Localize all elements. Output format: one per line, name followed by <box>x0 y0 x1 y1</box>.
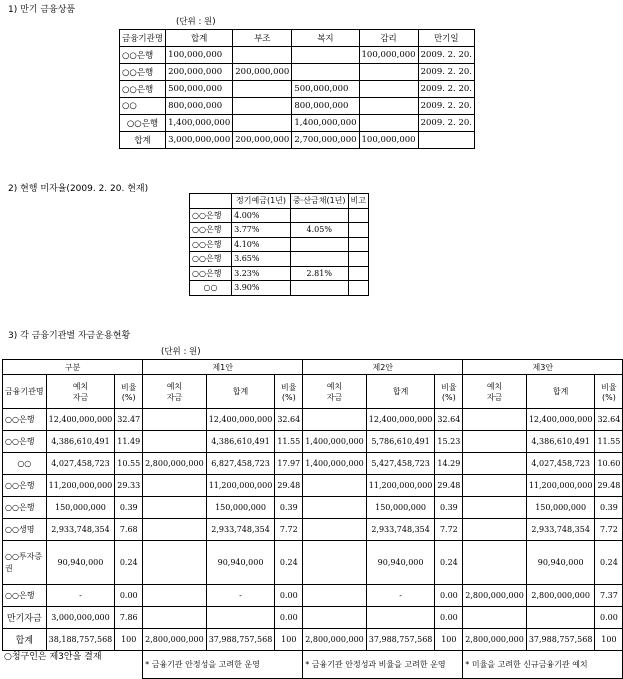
deposit-cell <box>143 497 207 519</box>
table-row <box>120 64 475 81</box>
ratio-cell: 11.55 <box>595 431 623 453</box>
bank-name-cell: ○○은행 <box>190 223 232 238</box>
header-cell: 합계 <box>166 30 233 47</box>
deposit-cell <box>143 475 207 497</box>
table-row <box>190 237 369 252</box>
ratio-cell: 0.00 <box>115 585 143 607</box>
group-header-cell: 제2안 <box>303 360 463 375</box>
ratio-cell: 0.00 <box>275 607 303 629</box>
deposit-cell <box>303 475 367 497</box>
ratio-cell: 0.24 <box>115 541 143 585</box>
value-cell: 1,400,000,000 <box>292 115 359 132</box>
bank-name-cell: ○○투자증권 <box>3 541 47 585</box>
header-cell: 복지 <box>292 30 359 47</box>
ratio-cell: 32.47 <box>115 409 143 431</box>
value-cell: 3,000,000,000 <box>166 132 233 149</box>
deposit-cell <box>303 607 367 629</box>
rate-cell: 4.00% <box>232 208 291 223</box>
total-label-cell: 합계 <box>3 629 47 651</box>
ratio-cell: 0.24 <box>275 541 303 585</box>
deposit-cell <box>143 519 207 541</box>
ratio-cell: 100 <box>115 629 143 651</box>
deposit-cell: 12,400,000,000 <box>46 409 115 431</box>
bank-name-cell: ○○은행 <box>120 115 166 132</box>
remark-cell <box>348 237 368 252</box>
ratio-cell: 32.64 <box>435 409 463 431</box>
sum-cell: 37,988,757,568 <box>206 629 275 651</box>
sum-cell: 2,933,748,354 <box>526 519 595 541</box>
deposit-cell: 1,400,000,000 <box>303 453 367 475</box>
rate-cell: 3.65% <box>232 252 291 267</box>
deposit-cell <box>143 409 207 431</box>
plan2-note: * 금융기관 안정성과 비율을 고려한 운영 <box>303 651 463 679</box>
sum-cell: 90,940,000 <box>526 541 595 585</box>
value-cell <box>292 64 359 81</box>
bank-name-cell: ○○생명 <box>3 519 47 541</box>
deposit-cell: 2,800,000,000 <box>143 629 207 651</box>
sum-cell: 12,400,000,000 <box>366 409 435 431</box>
value-cell <box>359 98 418 115</box>
sub-header-cell: 예치 자금 <box>46 375 115 409</box>
section2-title: 2) 현행 미자율(2009. 2. 20. 현재) <box>8 184 149 194</box>
rate-cell: 4.05% <box>291 223 349 238</box>
bank-name-cell: ○○은행 <box>190 237 232 252</box>
group-header-cell: 제3안 <box>463 360 623 375</box>
date-cell: 2009. 2. 20. <box>418 64 474 81</box>
bank-name-cell: ○○은행 <box>3 431 47 453</box>
table-row <box>3 519 623 541</box>
remark-cell <box>348 223 368 238</box>
bank-name-cell: ○○ <box>3 453 47 475</box>
bank-name-cell: ○○은행 <box>120 64 166 81</box>
total-row <box>120 132 475 149</box>
table-row <box>120 47 475 64</box>
rate-cell: 3.77% <box>232 223 291 238</box>
total-row <box>3 629 623 651</box>
sum-cell: 37,988,757,568 <box>366 629 435 651</box>
sum-cell: 12,400,000,000 <box>526 409 595 431</box>
deposit-cell: 2,800,000,000 <box>143 453 207 475</box>
sub-header-cell: 비율 (%) <box>595 375 623 409</box>
rate-cell: 3.90% <box>232 281 291 296</box>
ratio-cell: 10.60 <box>595 453 623 475</box>
sub-header-cell: 비율 (%) <box>115 375 143 409</box>
value-cell: 500,000,000 <box>292 81 359 98</box>
deposit-cell: - <box>46 585 115 607</box>
deposit-cell <box>143 585 207 607</box>
sub-header-cell: 합계 <box>366 375 435 409</box>
sum-cell: 90,940,000 <box>366 541 435 585</box>
table-row <box>3 431 623 453</box>
bank-name-cell: ○○ <box>120 98 166 115</box>
value-cell <box>292 47 359 64</box>
ratio-cell: 7.86 <box>115 607 143 629</box>
bank-name-cell: ○○은행 <box>3 585 47 607</box>
sum-cell <box>366 607 435 629</box>
remark-cell <box>348 252 368 267</box>
section3-unit: (단위 : 원) <box>161 347 201 357</box>
date-cell: 2009. 2. 20. <box>418 47 474 64</box>
interest-rate-table <box>189 193 369 296</box>
rate-cell <box>291 208 349 223</box>
deposit-cell <box>143 431 207 453</box>
ratio-cell: 15.23 <box>435 431 463 453</box>
value-cell <box>359 64 418 81</box>
remark-cell <box>348 281 368 296</box>
ratio-cell: 100 <box>435 629 463 651</box>
sum-cell: - <box>366 585 435 607</box>
sub-header-cell: 예치 자금 <box>463 375 527 409</box>
total-label-cell: 합계 <box>120 132 166 149</box>
value-cell <box>233 98 292 115</box>
conclusion-text: ○청구인은 제3안을 결재 <box>4 652 102 662</box>
ratio-cell: 29.33 <box>115 475 143 497</box>
sum-cell: 4,386,610,491 <box>526 431 595 453</box>
value-cell: 100,000,000 <box>166 47 233 64</box>
ratio-cell: 0.00 <box>435 585 463 607</box>
section3-title: 3) 각 금융기관별 자금운용현황 <box>8 331 131 341</box>
rate-cell: 3.23% <box>232 266 291 281</box>
table-row <box>190 252 369 267</box>
ratio-cell: 7.72 <box>595 519 623 541</box>
deposit-cell <box>463 475 527 497</box>
bank-name-cell: 만기자금 <box>3 607 47 629</box>
value-cell <box>233 47 292 64</box>
deposit-cell <box>463 541 527 585</box>
deposit-cell <box>463 607 527 629</box>
ratio-cell: 11.55 <box>275 431 303 453</box>
ratio-cell: 7.37 <box>595 585 623 607</box>
deposit-cell: 3,000,000,000 <box>46 607 115 629</box>
sub-header-cell: 예치 자금 <box>303 375 367 409</box>
deposit-cell: 90,940,000 <box>46 541 115 585</box>
sum-cell: 2,933,748,354 <box>206 519 275 541</box>
table-row <box>190 208 369 223</box>
deposit-cell <box>463 497 527 519</box>
rate-cell: 2.81% <box>291 266 349 281</box>
bank-name-cell: ○○은행 <box>190 252 232 267</box>
value-cell <box>233 115 292 132</box>
table-header-row <box>190 194 369 209</box>
bank-name-cell: ○○은행 <box>3 475 47 497</box>
sum-cell <box>526 607 595 629</box>
date-cell: 2009. 2. 20. <box>418 98 474 115</box>
ratio-cell: 32.64 <box>595 409 623 431</box>
value-cell: 800,000,000 <box>292 98 359 115</box>
ratio-cell: 0.24 <box>595 541 623 585</box>
rate-cell: 4.10% <box>232 237 291 252</box>
header-cell <box>190 194 232 209</box>
deposit-cell <box>303 409 367 431</box>
deposit-cell <box>303 585 367 607</box>
sum-cell: 37,988,757,568 <box>526 629 595 651</box>
table-row <box>120 98 475 115</box>
value-cell <box>233 81 292 98</box>
bank-name-cell: ○○은행 <box>120 81 166 98</box>
table-row <box>190 223 369 238</box>
table-row <box>3 607 623 629</box>
table-row <box>3 453 623 475</box>
header-cell: 비고 <box>348 194 368 209</box>
ratio-cell: 29.48 <box>595 475 623 497</box>
sum-cell <box>206 607 275 629</box>
sum-cell: 150,000,000 <box>366 497 435 519</box>
sum-cell: 150,000,000 <box>206 497 275 519</box>
sum-cell: 5,786,610,491 <box>366 431 435 453</box>
sum-cell: 12,400,000,000 <box>206 409 275 431</box>
deposit-cell: 4,386,610,491 <box>46 431 115 453</box>
ratio-cell: 29.48 <box>435 475 463 497</box>
deposit-cell: 4,027,458,723 <box>46 453 115 475</box>
remark-cell <box>348 208 368 223</box>
rate-cell <box>291 237 349 252</box>
ratio-cell: 29.48 <box>275 475 303 497</box>
rate-cell <box>291 281 349 296</box>
date-cell: 2009. 2. 20. <box>418 81 474 98</box>
table-row <box>190 266 369 281</box>
value-cell: 500,000,000 <box>166 81 233 98</box>
sub-header-cell: 금융기관명 <box>3 375 47 409</box>
table-row <box>3 541 623 585</box>
deposit-cell: 2,800,000,000 <box>303 629 367 651</box>
table-row <box>3 585 623 607</box>
group-header-cell: 제1안 <box>143 360 303 375</box>
ratio-cell: 100 <box>595 629 623 651</box>
sub-header-cell: 예치 자금 <box>143 375 207 409</box>
deposit-cell: 2,933,748,354 <box>46 519 115 541</box>
sum-cell: 4,386,610,491 <box>206 431 275 453</box>
deposit-cell: 38,188,757,568 <box>46 629 115 651</box>
header-cell: 정기예금(1년) <box>232 194 291 209</box>
ratio-cell: 0.39 <box>435 497 463 519</box>
value-cell: 200,000,000 <box>233 64 292 81</box>
fund-management-table <box>2 359 623 679</box>
sum-cell: 11,200,000,000 <box>366 475 435 497</box>
table-header-row <box>120 30 475 47</box>
section1-unit: (단위 : 원) <box>176 17 216 27</box>
deposit-cell <box>303 519 367 541</box>
group-header-row <box>3 360 623 375</box>
section1-title: 1) 만기 금융상품 <box>8 5 76 15</box>
header-cell: 중·산금채(1년) <box>291 194 349 209</box>
ratio-cell: 11.49 <box>115 431 143 453</box>
table-row <box>3 409 623 431</box>
value-cell: 100,000,000 <box>359 47 418 64</box>
deposit-cell: 1,400,000,000 <box>303 431 367 453</box>
ratio-cell: 14.29 <box>435 453 463 475</box>
plan3-note: * 미율을 고려한 신규금융기관 예치 <box>463 651 623 679</box>
rate-cell <box>291 252 349 267</box>
ratio-cell: 0.00 <box>275 585 303 607</box>
sum-cell: 4,027,458,723 <box>526 453 595 475</box>
sub-header-cell: 비율 (%) <box>435 375 463 409</box>
deposit-cell <box>463 431 527 453</box>
ratio-cell: 0.24 <box>435 541 463 585</box>
ratio-cell: 17.97 <box>275 453 303 475</box>
deposit-cell <box>303 541 367 585</box>
maturity-products-table <box>119 29 475 149</box>
sum-cell: 5,427,458,723 <box>366 453 435 475</box>
sum-cell: 2,933,748,354 <box>366 519 435 541</box>
bank-name-cell: ○○은행 <box>190 266 232 281</box>
ratio-cell: 0.00 <box>595 607 623 629</box>
bank-name-cell: ○○ <box>190 281 232 296</box>
table-row <box>120 81 475 98</box>
sub-header-cell: 합계 <box>526 375 595 409</box>
value-cell: 100,000,000 <box>359 132 418 149</box>
table-row <box>190 281 369 296</box>
ratio-cell: 7.68 <box>115 519 143 541</box>
value-cell: 200,000,000 <box>166 64 233 81</box>
ratio-cell: 7.72 <box>275 519 303 541</box>
date-cell: 2009. 2. 20. <box>418 115 474 132</box>
plan1-note: * 금융기관 안정성을 고려한 운영 <box>143 651 303 679</box>
value-cell: 2,700,000,000 <box>292 132 359 149</box>
deposit-cell <box>143 541 207 585</box>
ratio-cell: 0.39 <box>275 497 303 519</box>
deposit-cell: 150,000,000 <box>46 497 115 519</box>
table-row <box>3 497 623 519</box>
ratio-cell: 7.72 <box>435 519 463 541</box>
table-row <box>3 475 623 497</box>
header-cell: 만기일 <box>418 30 474 47</box>
value-cell: 800,000,000 <box>166 98 233 115</box>
group-header-cell: 구분 <box>3 360 143 375</box>
bank-name-cell: ○○은행 <box>3 497 47 519</box>
remark-cell <box>348 266 368 281</box>
deposit-cell: 2,800,000,000 <box>463 585 527 607</box>
sum-cell: 2,800,000,000 <box>526 585 595 607</box>
ratio-cell: 10.55 <box>115 453 143 475</box>
header-cell: 금융기관명 <box>120 30 166 47</box>
sum-cell: 150,000,000 <box>526 497 595 519</box>
deposit-cell <box>143 607 207 629</box>
deposit-cell: 11,200,000,000 <box>46 475 115 497</box>
deposit-cell: 2,800,000,000 <box>463 629 527 651</box>
sub-header-row <box>3 375 623 409</box>
ratio-cell: 0.39 <box>115 497 143 519</box>
value-cell <box>359 81 418 98</box>
sub-header-cell: 합계 <box>206 375 275 409</box>
value-cell <box>359 115 418 132</box>
sum-cell: - <box>206 585 275 607</box>
date-cell <box>418 132 474 149</box>
table-row <box>120 115 475 132</box>
bank-name-cell: ○○은행 <box>120 47 166 64</box>
ratio-cell: 32.64 <box>275 409 303 431</box>
sub-header-cell: 비율 (%) <box>275 375 303 409</box>
value-cell: 200,000,000 <box>233 132 292 149</box>
sum-cell: 90,940,000 <box>206 541 275 585</box>
deposit-cell <box>463 409 527 431</box>
sum-cell: 11,200,000,000 <box>526 475 595 497</box>
deposit-cell <box>463 453 527 475</box>
sum-cell: 11,200,000,000 <box>206 475 275 497</box>
ratio-cell: 0.39 <box>595 497 623 519</box>
header-cell: 부조 <box>233 30 292 47</box>
header-cell: 감리 <box>359 30 418 47</box>
ratio-cell: 100 <box>275 629 303 651</box>
ratio-cell: 0.00 <box>435 607 463 629</box>
sum-cell: 6,827,458,723 <box>206 453 275 475</box>
value-cell: 1,400,000,000 <box>166 115 233 132</box>
bank-name-cell: ○○은행 <box>190 208 232 223</box>
deposit-cell <box>303 497 367 519</box>
bank-name-cell: ○○은행 <box>3 409 47 431</box>
deposit-cell <box>463 519 527 541</box>
